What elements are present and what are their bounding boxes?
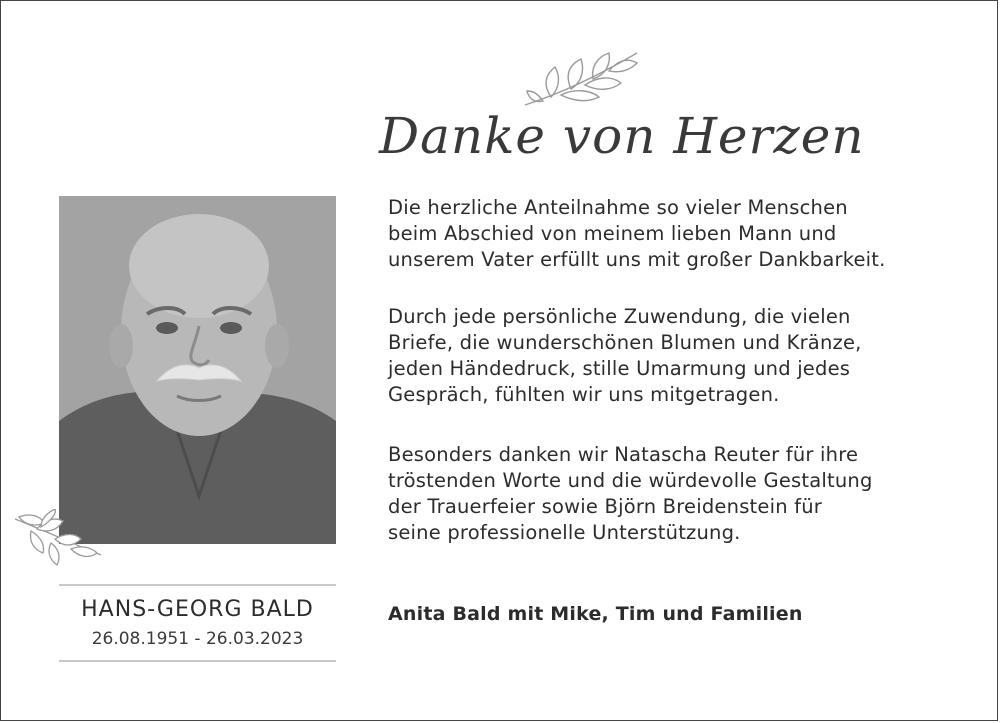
text-line: jeden Händedruck, stille Umarmung und jedes (388, 357, 851, 380)
text-line: Die herzliche Anteilnahme so vieler Menschen (388, 196, 848, 219)
life-dates: 26.08.1951 - 26.03.2023 (91, 629, 304, 649)
text-line: der Trauerfeier sowie Björn Breidenstein für (388, 495, 823, 518)
deceased-name: HANS-GEORG BALD (81, 597, 314, 622)
signature: Anita Bald mit Mike, Tim und Familien (388, 603, 803, 625)
text-line: tröstenden Worte und die würdevolle Gestaltung (388, 469, 873, 492)
paragraph-sympathy (388, 195, 978, 273)
text-line: Gespräch, fühlten wir uns mitgetragen. (388, 383, 780, 406)
text-line: Durch jede persönliche Zuwendung, die vielen (388, 305, 851, 328)
text-line: Besonders danken wir Natascha Reuter für ihre (388, 443, 859, 466)
text-line: Briefe, die wunderschönen Blumen und Kränze, (388, 331, 862, 354)
text-line: beim Abschied von meinem lieben Mann und (388, 222, 837, 245)
name-divider-bottom (59, 660, 336, 662)
text-line: unserem Vater erfüllt uns mit großer Dankbarkeit. (388, 248, 886, 271)
text-line: seine professionelle Unterstützung. (388, 521, 741, 544)
leaf-branch-icon (11, 509, 105, 569)
portrait-photo (59, 196, 336, 544)
name-divider-top (59, 584, 336, 586)
notice-heading: Danke von Herzen (379, 107, 865, 165)
paragraph-support (388, 304, 978, 408)
paragraph-special-thanks (388, 442, 978, 546)
